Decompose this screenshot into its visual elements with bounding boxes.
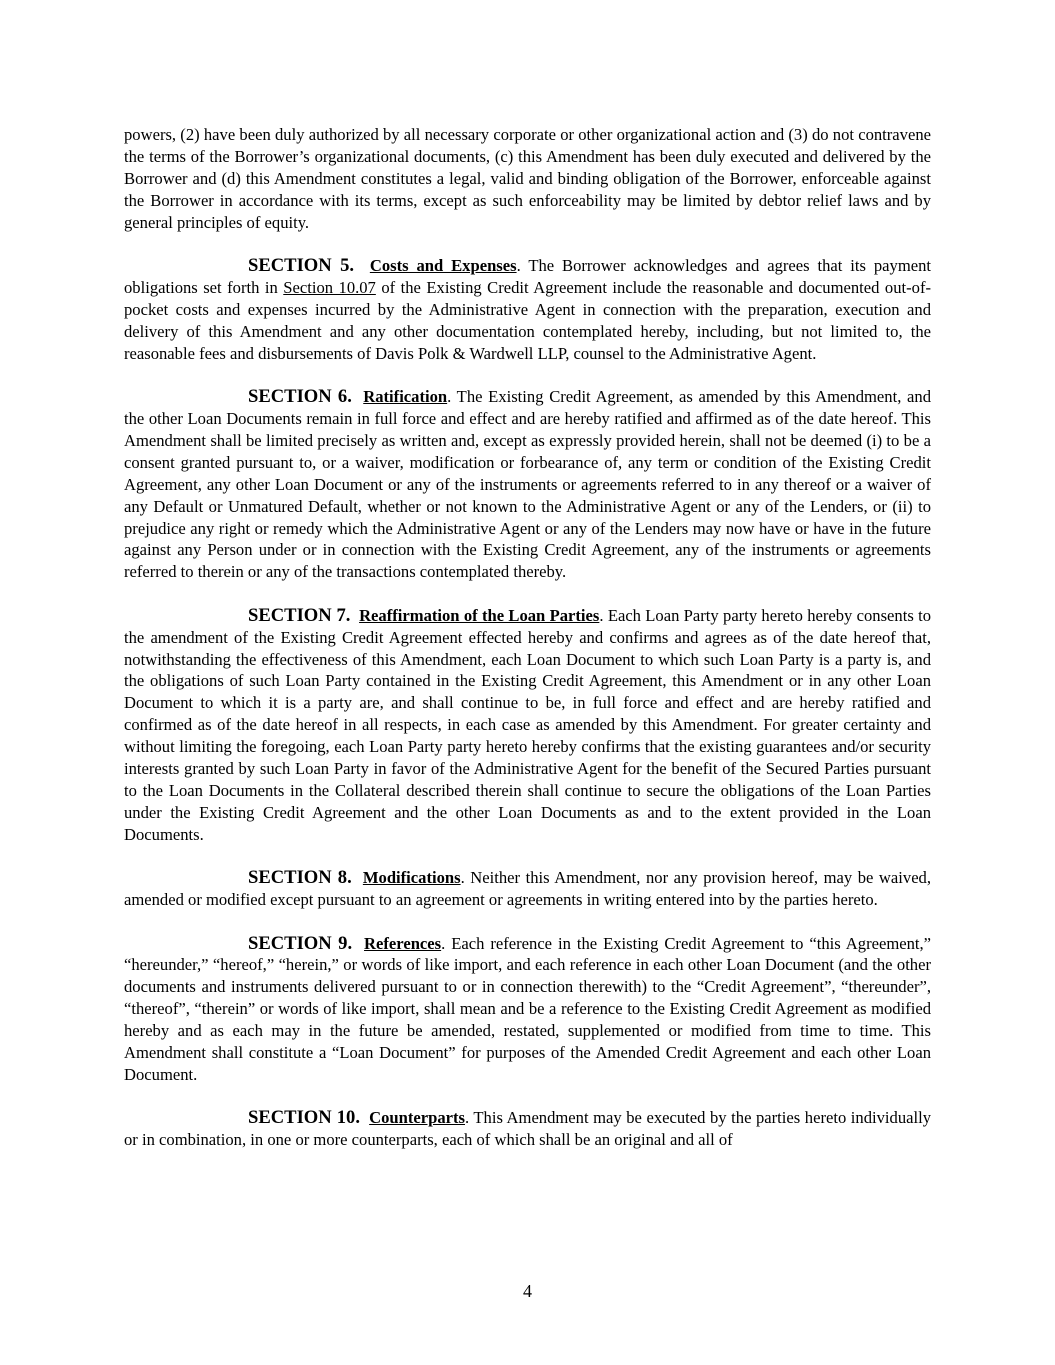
section-reference: Section 10.07: [283, 277, 376, 297]
section-number: SECTION 5.: [248, 255, 355, 277]
section-heading: Costs and Expenses: [369, 256, 517, 276]
document-page: [124, 124, 931, 1173]
section-heading: References: [364, 933, 442, 953]
section-9-paragraph: [124, 933, 931, 1086]
section-text: . The Borrower acknowledges and agrees that its payment obligations set forth in: [124, 256, 932, 297]
section-heading: Modifications: [362, 868, 461, 888]
section-heading: Ratification: [363, 387, 448, 407]
section-5-paragraph: [124, 255, 931, 365]
section-7-paragraph: [124, 605, 931, 846]
section-number: SECTION 10.: [248, 1107, 360, 1129]
page-number: 4: [523, 1281, 532, 1301]
section-number: SECTION 6.: [248, 386, 352, 408]
section-number: SECTION 8.: [248, 867, 352, 889]
section-text: . Neither this Amendment, nor any provision hereof, may be waived, amended or modified except pursuant to an agreement or agreements in writing entered into by the parties hereto.: [124, 868, 931, 910]
section-heading: Reaffirmation of the Loan Parties: [359, 605, 600, 625]
intro-paragraph: powers, (2) have been duly authorized by all necessary corporate or other organizational action and (3) do not contravene the terms of the Borrower’s organizational documents, (c) this Amendment has been duly executed and delivered by the Borrower and (d) this Amendment constitutes a legal, valid and binding obligation of the Borrower, enforceable against the Borrower in accordance with its terms, except as such enforceability may be limited by debtor relief laws and by general principles of equity.: [124, 125, 931, 232]
section-number: SECTION 7.: [248, 604, 351, 626]
section-8-paragraph: [124, 867, 931, 911]
section-text: . The Existing Credit Agreement, as amended by this Amendment, and the other Loan Documents remain in full force and effect and are hereby ratified and affirmed as of the date hereof. This Amendment shall be limited precisely as written and, except as expressly provided herein, shall not be deemed (i) to be a consent granted pursuant to, or a waiver, modification or forbearance of, any term or condition of the Existing Credit Agreement, any other Loan Document or any of the instruments or agreements referred to in any thereof or a waiver of any Default or Unmatured Default, whether or not known to the Administrative Agent or any of the Lenders, or (ii) to prejudice any right or remedy which the Administrative Agent or any of the Lenders may now have or have in the future against any Person under or in connection with the Existing Credit Agreement, any of the instruments or agreements referred to therein or any of the transactions contemplated thereby.: [124, 387, 931, 582]
section-text: . Each reference in the Existing Credit Agreement to “this Agreement,” “hereunder,” “hereof,” “herein,” or words of like import, and each reference in each other Loan Document (and the other documents and instruments delivered pursuant to or in connection therewith) to the “Credit Agreement”, “thereunder”, “thereof”, “therein” or words of like import, shall mean and be a reference to the Existing Credit Agreement as modified hereby and as each may in the future be amended, restated, supplemented or modified from time to time. This Amendment shall constitute a “Loan Document” for purposes of the Amended Credit Agreement and each other Loan Document.: [124, 933, 932, 1084]
section-text: . Each Loan Party party hereto hereby consents to the amendment of the Existing Credit Agreement effected hereby and confirms and agrees as of the date hereof that, notwithstanding the effectiveness of this Amendment, each Loan Document to which such Loan Party is a party is, and the obligations of such Loan Party contained in the Existing Credit Agreement, this Amendment or in any other Loan Document to which it is a party are, and shall continue to be, in full force and effect and are hereby ratified and confirmed as of the date hereof in all respects, in each case as amended by this Amendment. For greater certainty and without limiting the foregoing, each Loan Party party hereto hereby confirms that the existing guarantees and/or security interests granted by such Loan Party in favor of the Administrative Agent for the benefit of the Secured Parties pursuant to the Loan Documents in the Collateral described therein shall continue to secure the obligations of the Loan Parties under the Existing Credit Agreement and the other Loan Documents as and to the extent provided in the Loan Documents.: [124, 605, 932, 844]
section-heading: Counterparts: [369, 1108, 465, 1128]
section-text: . This Amendment may be executed by the parties hereto individually or in combination, in one or more counterparts, each of which shall be an original and all of: [124, 1108, 931, 1150]
section-10-paragraph: [124, 1107, 931, 1151]
section-6-paragraph: [124, 386, 931, 583]
section-text: of the Existing Credit Agreement include the reasonable and documented out-of-pocket costs and expenses incurred by the Administrative Agent in connection with the preparation, execution and delivery of this Amendment and any other documentation contemplated hereby, including, but not limited to, the reasonable fees and disbursements of Davis Polk & Wardwell LLP, counsel to the Administrative Agent.: [124, 277, 931, 363]
section-number: SECTION 9.: [248, 932, 353, 954]
